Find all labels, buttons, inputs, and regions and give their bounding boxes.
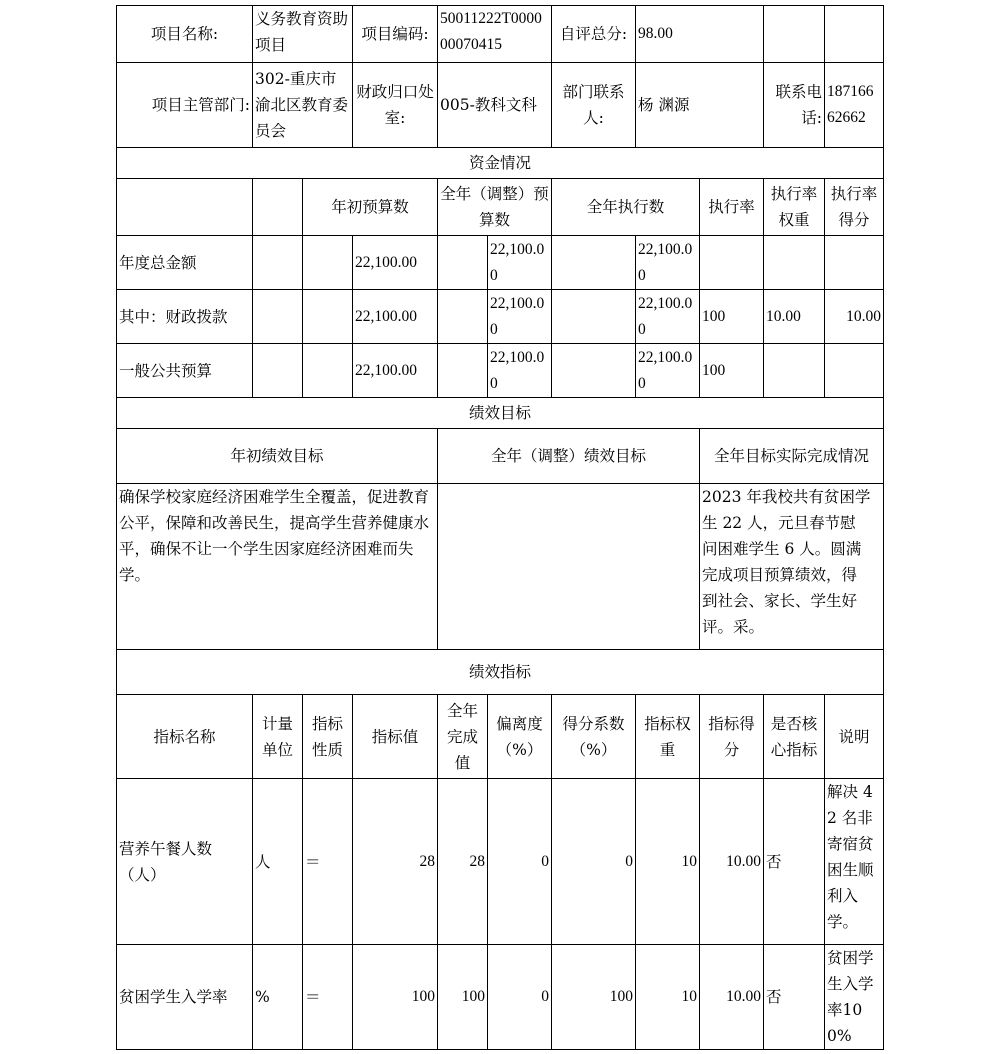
goals-col-adjusted: 全年（调整）绩效目标: [438, 429, 700, 484]
funds-row-label: 年度总金额: [117, 236, 253, 290]
ind-nature: ＝: [303, 945, 353, 1050]
ind-coef: 0: [552, 779, 636, 945]
funds-adjusted: 22,100.00: [488, 290, 552, 344]
funds-col-score: 执行率得分: [825, 179, 884, 236]
empty-cell: [552, 344, 636, 398]
ind-weight: 10: [636, 779, 700, 945]
empty-cell: [253, 290, 303, 344]
funds-executed: 22,100.00: [636, 236, 700, 290]
funds-initial: 22,100.00: [353, 236, 438, 290]
funds-executed: 22,100.00: [636, 344, 700, 398]
empty-cell: [117, 179, 253, 236]
ind-header-weight: 指标权重: [636, 695, 700, 779]
funds-executed: 22,100.00: [636, 290, 700, 344]
phone-label: 联系电话:: [764, 63, 825, 148]
funds-row: [117, 290, 884, 344]
ind-score: 10.00: [700, 945, 764, 1050]
funds-col-rate: 执行率: [700, 179, 764, 236]
contact-label: 部门联系人:: [552, 63, 636, 148]
finance-label: 财政归口处室:: [353, 63, 438, 148]
ind-done: 28: [438, 779, 488, 945]
funds-adjusted: 22,100.00: [488, 236, 552, 290]
ind-header-note: 说明: [825, 695, 884, 779]
ind-coef: 100: [552, 945, 636, 1050]
empty-cell: [303, 344, 353, 398]
funds-initial: 22,100.00: [353, 344, 438, 398]
ind-unit: %: [253, 945, 303, 1050]
ind-name: 营养午餐人数（人）: [117, 779, 253, 945]
empty-cell: [552, 236, 636, 290]
funds-rate: [700, 236, 764, 290]
empty-cell: [253, 236, 303, 290]
ind-header-dev: 偏离度（%）: [488, 695, 552, 779]
funds-score: 10.00: [825, 290, 884, 344]
contact-value: 杨 渊源: [636, 63, 764, 148]
funds-row: [117, 344, 884, 398]
goals-col-actual: 全年目标实际完成情况: [700, 429, 884, 484]
ind-unit: 人: [253, 779, 303, 945]
ind-header-score: 指标得分: [700, 695, 764, 779]
funds-row-label: 其中：财政拨款: [117, 290, 253, 344]
empty-cell: [253, 179, 303, 236]
performance-evaluation-table: [116, 5, 884, 1050]
funds-weight: [764, 344, 825, 398]
self-score-label: 自评总分:: [552, 6, 636, 63]
indicator-row: [117, 779, 884, 945]
ind-name: 贫困学生入学率: [117, 945, 253, 1050]
ind-nature: ＝: [303, 779, 353, 945]
funds-score: [825, 344, 884, 398]
ind-note: 解决 42 名非寄宿贫困生顺利入学。: [825, 779, 884, 945]
self-score-value: 98.00: [636, 6, 764, 63]
ind-value: 100: [353, 945, 438, 1050]
dept-label: 项目主管部门:: [117, 63, 253, 148]
ind-weight: 10: [636, 945, 700, 1050]
empty-cell: [303, 290, 353, 344]
ind-dev: 0: [488, 945, 552, 1050]
empty-cell: [303, 236, 353, 290]
ind-header-name: 指标名称: [117, 695, 253, 779]
empty-cell: [552, 290, 636, 344]
empty-cell: [253, 344, 303, 398]
funds-col-weight: 执行率权重: [764, 179, 825, 236]
ind-header-done: 全年完成值: [438, 695, 488, 779]
phone-value: 18716662662: [825, 63, 884, 148]
ind-header-value: 指标值: [353, 695, 438, 779]
funds-rate: 100: [700, 290, 764, 344]
funds-weight: [764, 236, 825, 290]
finance-value: 005-教科文科: [438, 63, 552, 148]
goals-adjusted-text: [438, 484, 700, 650]
funds-col-initial: 年初预算数: [303, 179, 438, 236]
ind-header-unit: 计量单位: [253, 695, 303, 779]
ind-score: 10.00: [700, 779, 764, 945]
indicators-section-title: 绩效指标: [117, 650, 884, 695]
empty-cell: [438, 236, 488, 290]
funds-initial: 22,100.00: [353, 290, 438, 344]
empty-cell: [438, 290, 488, 344]
goals-section-title: 绩效目标: [117, 398, 884, 429]
funds-section-title: 资金情况: [117, 148, 884, 179]
ind-header-core: 是否核心指标: [764, 695, 825, 779]
empty-cell: [825, 6, 884, 63]
funds-col-adjusted: 全年（调整）预算数: [438, 179, 552, 236]
ind-header-nature: 指标性质: [303, 695, 353, 779]
project-name-value: 义务教育资助项目: [253, 6, 353, 63]
funds-row-label: 一般公共预算: [117, 344, 253, 398]
ind-core: 否: [764, 779, 825, 945]
empty-cell: [764, 6, 825, 63]
dept-value: 302-重庆市渝北区教育委员会: [253, 63, 353, 148]
project-code-label: 项目编码:: [353, 6, 438, 63]
project-code-value: 50011222T000000070415: [438, 6, 552, 63]
project-name-label: 项目名称:: [117, 6, 253, 63]
funds-rate: 100: [700, 344, 764, 398]
indicator-row: [117, 945, 884, 1050]
ind-value: 28: [353, 779, 438, 945]
ind-done: 100: [438, 945, 488, 1050]
ind-core: 否: [764, 945, 825, 1050]
funds-weight: 10.00: [764, 290, 825, 344]
goals-initial-text: 确保学校家庭经济困难学生全覆盖，促进教育公平，保障和改善民生，提高学生营养健康水平，确保不让一个学生因家庭经济困难而失学。: [117, 484, 438, 650]
funds-adjusted: 22,100.00: [488, 344, 552, 398]
goals-actual-text: 2023 年我校共有贫困学生 22 人，元旦春节慰问困难学生 6 人。圆满完成项目预算绩效，得到社会、家长、学生好评。采。: [700, 484, 884, 650]
funds-col-executed: 全年执行数: [552, 179, 700, 236]
funds-score: [825, 236, 884, 290]
ind-dev: 0: [488, 779, 552, 945]
funds-row: [117, 236, 884, 290]
ind-note: 贫困学生入学率100%: [825, 945, 884, 1050]
goals-col-initial: 年初绩效目标: [117, 429, 438, 484]
ind-header-coef: 得分系数（%）: [552, 695, 636, 779]
empty-cell: [438, 344, 488, 398]
